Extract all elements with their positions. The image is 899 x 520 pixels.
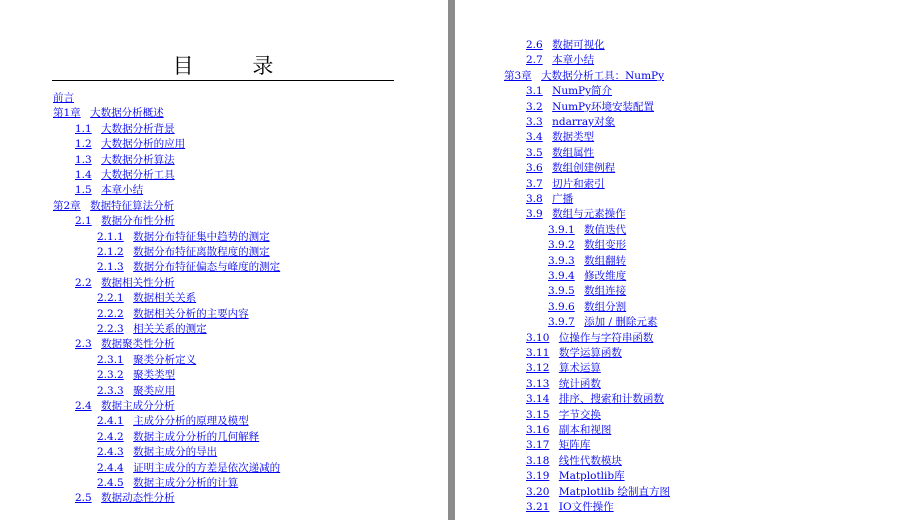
- toc-entry-text: 数据相关关系: [133, 292, 197, 305]
- toc-entry[interactable]: [53, 415, 249, 428]
- toc-entry[interactable]: [504, 270, 626, 283]
- toc-entry-text: 聚类分析定义: [133, 353, 197, 366]
- toc-entry-text: 数组连接: [584, 285, 627, 298]
- toc-entry[interactable]: [504, 101, 654, 114]
- toc-entry-text: 数据主成分分析的计算: [133, 477, 239, 489]
- toc-entry[interactable]: [504, 193, 573, 206]
- toc-entry-text: 数据可视化: [552, 39, 605, 51]
- toc-entry-number: 2.4.2: [97, 430, 124, 443]
- toc-entry-text: 数据特征算法分析: [90, 199, 175, 212]
- toc-entry[interactable]: [53, 462, 280, 475]
- toc-entry-text: 聚类类型: [133, 369, 176, 382]
- toc-entry[interactable]: [504, 131, 594, 144]
- toc-entry-text: 本章小结: [552, 54, 595, 67]
- toc-entry-number: 3.19: [526, 470, 550, 483]
- toc-entry[interactable]: [53, 292, 196, 305]
- toc-entry-text: 线性代数模块: [558, 454, 622, 467]
- toc-entry-text: 大数据分析工具：NumPy: [541, 69, 665, 82]
- toc-entry-text: 相关关系的测定: [133, 323, 207, 335]
- toc-entry-number: 3.15: [526, 408, 550, 421]
- toc-entry-text: 数据主成分分析的几何解释: [133, 430, 260, 443]
- toc-entry[interactable]: [504, 224, 626, 237]
- toc-entry-number: 3.9: [526, 208, 543, 221]
- toc-entry-number: 2.3.1: [97, 353, 124, 366]
- toc-entry-number: 1.1: [75, 122, 92, 135]
- toc-entry-number: 2.3.3: [97, 384, 124, 397]
- toc-entry-text: 数据分布性分析: [101, 215, 175, 228]
- toc-entry-number: 2.3: [75, 338, 92, 351]
- toc-entry[interactable]: [504, 178, 605, 191]
- toc-entry-text: 前言: [53, 92, 74, 104]
- toc-entry-text: 位操作与字符串函数: [558, 331, 654, 344]
- toc-entry[interactable]: [504, 54, 594, 67]
- toc-entry[interactable]: [53, 385, 175, 398]
- toc-entry[interactable]: [504, 285, 626, 298]
- toc-page-right: [455, 0, 899, 520]
- toc-entry-number: 第3章: [504, 69, 532, 82]
- toc-entry-text: 数据分布特征集中趋势的测定: [133, 230, 270, 243]
- toc-entry-number: 3.11: [526, 347, 550, 359]
- toc-entry[interactable]: [504, 85, 612, 98]
- toc-entry[interactable]: [53, 369, 175, 382]
- toc-entry-number: 2.2.2: [97, 307, 124, 320]
- toc-entry[interactable]: [53, 338, 175, 351]
- toc-entry[interactable]: [53, 123, 175, 136]
- toc-entry-text: 数据主成分的导出: [133, 446, 218, 459]
- toc-title: 目 录: [172, 54, 300, 78]
- toc-entry-text: NumPy简介: [552, 85, 613, 98]
- toc-entry-text: 数据主成分分析: [101, 400, 175, 412]
- toc-entry-text: 大数据分析的应用: [101, 138, 186, 151]
- title-rule: [52, 80, 394, 81]
- toc-entry-number: 2.7: [526, 54, 543, 67]
- toc-entry[interactable]: [504, 439, 590, 452]
- toc-entry-number: 3.9.5: [548, 285, 575, 298]
- toc-entry-text: 排序、搜索和计数函数: [558, 393, 664, 406]
- toc-entry-number: 2.4.1: [97, 415, 124, 428]
- toc-entry[interactable]: [504, 347, 622, 360]
- toc-entry-text: 本章小结: [101, 184, 144, 197]
- toc-entry[interactable]: [504, 70, 664, 83]
- toc-entry[interactable]: [504, 501, 614, 514]
- toc-entry-number: 1.2: [75, 138, 92, 151]
- toc-entry[interactable]: [504, 362, 601, 375]
- toc-entry-number: 3.6: [526, 162, 543, 175]
- toc-entry-text: 数据相关分析的主要内容: [133, 307, 249, 320]
- toc-entry-text: 数据分布特征偏态与峰度的测定: [133, 261, 281, 274]
- toc-entry-number: 3.9.6: [548, 300, 575, 313]
- toc-entry-text: 大数据分析背景: [101, 122, 175, 135]
- toc-entry[interactable]: [53, 246, 270, 259]
- toc-entry[interactable]: [53, 354, 196, 367]
- toc-entry-text: 数据动态性分析: [101, 492, 175, 505]
- toc-entry-number: 3.9.7: [548, 316, 575, 329]
- toc-entry[interactable]: [53, 277, 175, 290]
- toc-entry-text: 广播: [552, 193, 574, 205]
- toc-entry-text: 大数据分析算法: [101, 153, 175, 166]
- toc-entry-text: 字节交换: [558, 408, 601, 421]
- toc-entry-number: 1.3: [75, 153, 92, 166]
- toc-entry-number: 3.18: [526, 454, 550, 467]
- toc-entry[interactable]: [53, 400, 175, 413]
- toc-entry[interactable]: [504, 208, 626, 221]
- toc-entry[interactable]: [504, 39, 605, 52]
- toc-entry-number: 3.4: [526, 131, 543, 144]
- toc-entry-text: 证明主成分的方差是依次递减的: [133, 461, 281, 474]
- toc-entry-text: 数据相关性分析: [101, 276, 175, 289]
- toc-entry-number: 2.3.2: [97, 369, 124, 382]
- toc-entry-number: 2.1.3: [97, 261, 124, 274]
- toc-entry[interactable]: [504, 424, 611, 437]
- toc-entry-number: 3.5: [526, 146, 543, 159]
- toc-entry[interactable]: [504, 301, 626, 314]
- toc-entry-number: 3.9.3: [548, 254, 575, 267]
- toc-entry[interactable]: [53, 261, 280, 274]
- toc-entry[interactable]: [504, 409, 601, 422]
- toc-entry[interactable]: [504, 316, 657, 329]
- toc-entry-number: 第1章: [53, 107, 81, 120]
- toc-entry-number: 3.2: [526, 100, 543, 113]
- toc-entry-number: 2.2: [75, 276, 92, 289]
- toc-entry-text: 数组属性: [552, 146, 595, 159]
- toc-entry[interactable]: [53, 184, 143, 197]
- toc-entry-text: 副本和视图: [558, 424, 612, 436]
- toc-entry-text: Matplotlib 绘制直方图: [558, 485, 670, 498]
- toc-entry[interactable]: [504, 470, 625, 483]
- toc-entry-number: 2.4.3: [97, 446, 124, 459]
- toc-entry-text: 矩阵库: [558, 439, 591, 452]
- toc-entry[interactable]: [53, 169, 175, 182]
- toc-entry[interactable]: [53, 477, 238, 490]
- toc-entry[interactable]: [504, 486, 670, 499]
- toc-entry[interactable]: [53, 431, 259, 444]
- toc-entry-number: 3.1: [526, 85, 543, 98]
- toc-entry[interactable]: [53, 492, 175, 505]
- toc-entry-text: 算术运算: [558, 362, 601, 375]
- toc-entry-text: 大数据分析工具: [101, 169, 175, 181]
- toc-entry-number: 2.4.5: [97, 477, 124, 489]
- toc-entry[interactable]: [53, 308, 249, 321]
- toc-entry[interactable]: [504, 393, 664, 406]
- toc-entry-number: 3.3: [526, 116, 543, 128]
- toc-entry-number: 3.21: [526, 501, 550, 513]
- toc-entry[interactable]: [504, 162, 615, 175]
- toc-entry[interactable]: [53, 231, 270, 244]
- toc-entry-text: Matplotlib库: [558, 470, 625, 483]
- toc-entry-text: 数组翻转: [584, 254, 627, 267]
- toc-entry-number: 2.4.4: [97, 461, 124, 474]
- toc-entry[interactable]: [53, 107, 164, 120]
- toc-entry-number: 3.7: [526, 177, 543, 190]
- toc-entry-text: NumPy环境安装配置: [552, 100, 655, 113]
- toc-entry[interactable]: [53, 92, 74, 105]
- toc-entry-text: 统计函数: [558, 377, 601, 390]
- toc-entry-text: 数组变形: [584, 239, 627, 252]
- toc-entry-number: 3.9.1: [548, 223, 575, 236]
- toc-entry-number: 3.16: [526, 424, 550, 436]
- toc-entry-number: 1.4: [75, 169, 92, 181]
- toc-entry[interactable]: [53, 323, 207, 336]
- toc-entry[interactable]: [504, 455, 622, 468]
- toc-entry-number: 3.9.2: [548, 239, 575, 252]
- toc-entry-number: 3.13: [526, 377, 550, 390]
- toc-entry-text: 数值迭代: [584, 223, 627, 236]
- toc-entry-number: 3.20: [526, 485, 550, 498]
- toc-entry-text: 数据聚类性分析: [101, 338, 175, 351]
- toc-entry-text: 主成分分析的原理及模型: [133, 415, 249, 428]
- toc-entry[interactable]: [504, 147, 594, 160]
- toc-entry-number: 2.1.2: [97, 246, 124, 258]
- toc-entry-number: 2.2.1: [97, 292, 124, 305]
- toc-entry-number: 3.10: [526, 331, 550, 344]
- toc-entry-number: 3.14: [526, 393, 550, 406]
- toc-entry-number: 2.5: [75, 492, 92, 505]
- toc-entry-number: 2.1.1: [97, 230, 124, 243]
- toc-entry-text: ndarray对象: [552, 116, 616, 128]
- toc-entry-number: 2.1: [75, 215, 92, 228]
- toc-entry-number: 3.12: [526, 362, 550, 375]
- toc-page-left: [0, 0, 448, 520]
- toc-entry-text: 数组与元素操作: [552, 208, 626, 221]
- toc-entry-text: 数组分割: [584, 300, 627, 313]
- toc-entry-number: 3.8: [526, 193, 543, 205]
- toc-entry[interactable]: [504, 332, 653, 345]
- toc-entry-text: 数组创建例程: [552, 162, 616, 175]
- toc-entry[interactable]: [53, 154, 175, 167]
- toc-entry-number: 第2章: [53, 199, 81, 212]
- toc-entry-number: 2.4: [75, 400, 92, 412]
- toc-entry-number: 2.2.3: [97, 323, 124, 335]
- toc-entry-text: 数据类型: [552, 131, 595, 144]
- toc-entry[interactable]: [53, 215, 175, 228]
- toc-entry-text: 修改维度: [584, 270, 627, 282]
- toc-entry[interactable]: [504, 239, 626, 252]
- toc-entry-text: 数据分布特征离散程度的测定: [133, 246, 270, 258]
- toc-entry[interactable]: [504, 116, 615, 129]
- toc-entry[interactable]: [504, 378, 601, 391]
- toc-entry-text: 切片和索引: [552, 177, 605, 190]
- toc-entry[interactable]: [53, 200, 174, 213]
- toc-entry-text: 大数据分析概述: [90, 107, 164, 120]
- page-divider: [448, 0, 455, 520]
- toc-entry-number: 3.17: [526, 439, 550, 452]
- toc-entry[interactable]: [53, 446, 217, 459]
- toc-entry-text: 数学运算函数: [558, 347, 622, 359]
- toc-entry-text: IO文件操作: [558, 501, 614, 513]
- toc-entry-text: 聚类应用: [133, 384, 176, 397]
- toc-entry[interactable]: [504, 255, 626, 268]
- toc-entry-number: 3.9.4: [548, 270, 575, 282]
- toc-entry-number: 2.6: [526, 39, 543, 51]
- toc-entry-text: 添加 / 删除元素: [584, 316, 658, 329]
- toc-entry-number: 1.5: [75, 184, 92, 197]
- toc-entry[interactable]: [53, 138, 185, 151]
